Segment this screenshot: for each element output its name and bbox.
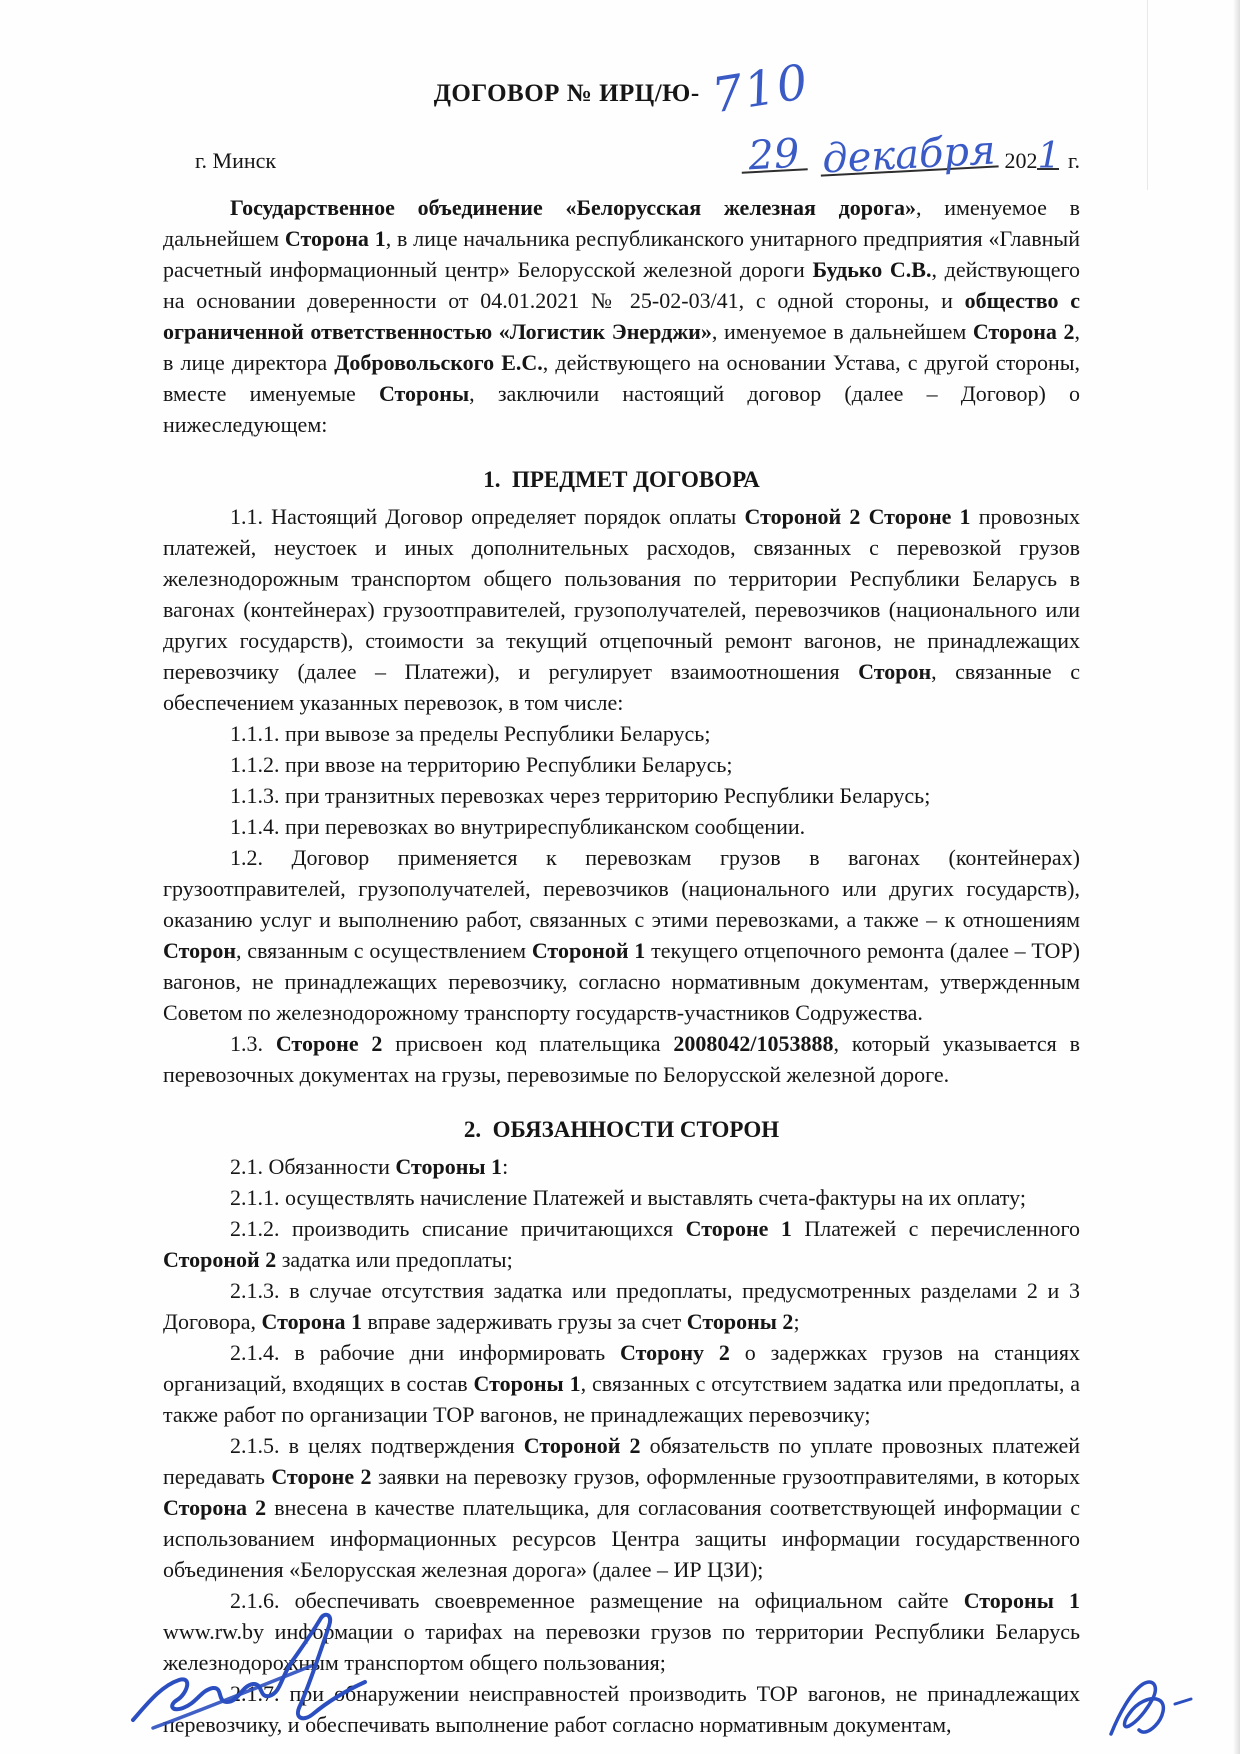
section-2-heading: 2. ОБЯЗАННОСТИ СТОРОН (463, 1117, 780, 1142)
clause-1-3: 1.3. Стороне 2 присвоен код плательщика 2008042/1053888, который указывается в перевозочных документах на грузы, перевозимые по Белорусской железной дороге. (163, 1031, 1080, 1087)
clause-2-1-7: 2.1.7. при обнаружении неисправностей производить ТОР вагонов, не принадлежащих перевозчику, и обеспечивать выполнение работ согласно нормативным документам, (163, 1681, 1080, 1737)
clause-1-1-4: 1.1.4. при перевозках во внутриреспубликанском сообщении. (230, 814, 806, 839)
clause-2-1-4: 2.1.4. в рабочие дни информировать Сторону 2 о задержках грузов на станциях организаций, входящих в состав Стороны 1, связанных с отсутствием задатка или предоплаты, а также работ по организации ТОР вагонов, не принадлежащих перевозчику; (163, 1340, 1081, 1427)
clause-2-1-2: 2.1.2. производить списание причитающихся Стороне 1 Платежей с перечисленного Стороной 2 задатка или предоплаты; (163, 1216, 1081, 1272)
date-year-digit-handwritten: 1 (1037, 136, 1061, 177)
date-line (741, 127, 1080, 183)
clause-1-2: 1.2. Договор применяется к перевозкам грузов в вагонах (контейнерах) грузоотправителей, грузополучателей, перевозчиков (национального или других государств), оказанию услуг и выполнению работ, связанных с этими перевозками, а также – к отношениям Сторон, связанным с осуществлением Стороной 1 текущего отцепочного ремонта (далее – ТОР) вагонов, не принадлежащих перевозчику, согласно нормативным документам, утвержденным Советом по железнодорожному транспорту государств-участников Содружества. (163, 845, 1080, 1025)
contract-number-handwritten: 710 (707, 53, 814, 125)
clause-1-1: 1.1. Настоящий Договор определяет порядок оплаты Стороной 2 Стороне 1 провозных платежей, неустоек и иных дополнительных расходов, связанных с перевозкой грузов железнодорожным транспортом общего пользования по территории Республики Беларусь в вагонах (контейнерах) грузоотправителей, грузополучателей, перевозчиков (национального или других государств), стоимости за текущий отцепочный ремонт вагонов, не принадлежащих перевозчику (далее – Платежи), и регулирует взаимоотношения Сторон, связанные с обеспечением указанных перевозок, в том числе: (163, 504, 1080, 715)
clause-2-1-1: 2.1.1. осуществлять начисление Платежей и выставлять счета-фактуры на их оплату; (230, 1185, 1026, 1210)
date-year-typed: 202 (1004, 148, 1038, 173)
clause-2-1-5: 2.1.5. в целях подтверждения Стороной 2 обязательств по уплате провозных платежей передавать Стороне 2 заявки на перевозку грузов, оформленные грузоотправителями, в которых Сторона 2 внесена в качестве плательщика, для согласования соответствующей информации с использованием информационных ресурсов Центра защиты информации государственного объединения «Белорусская железная дорога» (далее – ИР ЦЗИ); (163, 1433, 1081, 1582)
date-day-handwritten: 29 (740, 140, 807, 173)
intro-paragraph: Государственное объединение «Белорусская железная дорога», именуемое в дальнейшем Сторона 1, в лице начальника республиканского унитарного предприятия «Главный расчетный информационный центр» Белорусской железной дороги Будько С.В., действующего на основании доверенности от 04.01.2021 № 25-02-03/41, с одной стороны, и общество с ограниченной ответственностью «Логистик Энерджи», именуемое в дальнейшем Сторона 2, в лице директора Добровольского Е.С., действующего на основании Устава, с другой стороны, вместе именуемые Стороны, заключили настоящий договор (далее – Договор) о нижеследующем: (163, 195, 1080, 437)
scan-artifact-line (1147, 0, 1148, 190)
clause-2-1-3: 2.1.3. в случае отсутствия задатка или предоплаты, предусмотренных разделами 2 и 3 Договора, Сторона 1 вправе задерживать грузы за счет Стороны 2; (163, 1278, 1080, 1334)
date-month-handwritten: декабря (820, 137, 999, 176)
place-date-row (163, 120, 1080, 183)
clause-1-1-2: 1.1.2. при ввозе на территорию Республики Беларусь; (230, 752, 733, 777)
document-content (163, 53, 1081, 1740)
place-label: г. Минск (195, 148, 277, 173)
initials-ink (1095, 1668, 1210, 1748)
clause-1-1-1: 1.1.1. при вывозе за пределы Республики Беларусь; (230, 721, 711, 746)
document-title: ДОГОВОР № ИРЦ/Ю- (433, 80, 700, 107)
document-title-row (163, 53, 1080, 125)
clause-2-1-6: 2.1.6. обеспечивать своевременное размещение на официальном сайте Стороны 1 www.rw.by информации о тарифах на перевозки грузов по территории Республики Беларусь железнодорожным транспортом общего пользования; (163, 1588, 1081, 1675)
section-1-heading: 1. ПРЕДМЕТ ДОГОВОРА (483, 467, 760, 492)
date-suffix: г. (1067, 148, 1080, 173)
clause-2-1: 2.1. Обязанности Стороны 1: (230, 1154, 509, 1179)
clause-1-1-3: 1.1.3. при транзитных перевозках через территорию Республики Беларусь; (230, 783, 931, 808)
